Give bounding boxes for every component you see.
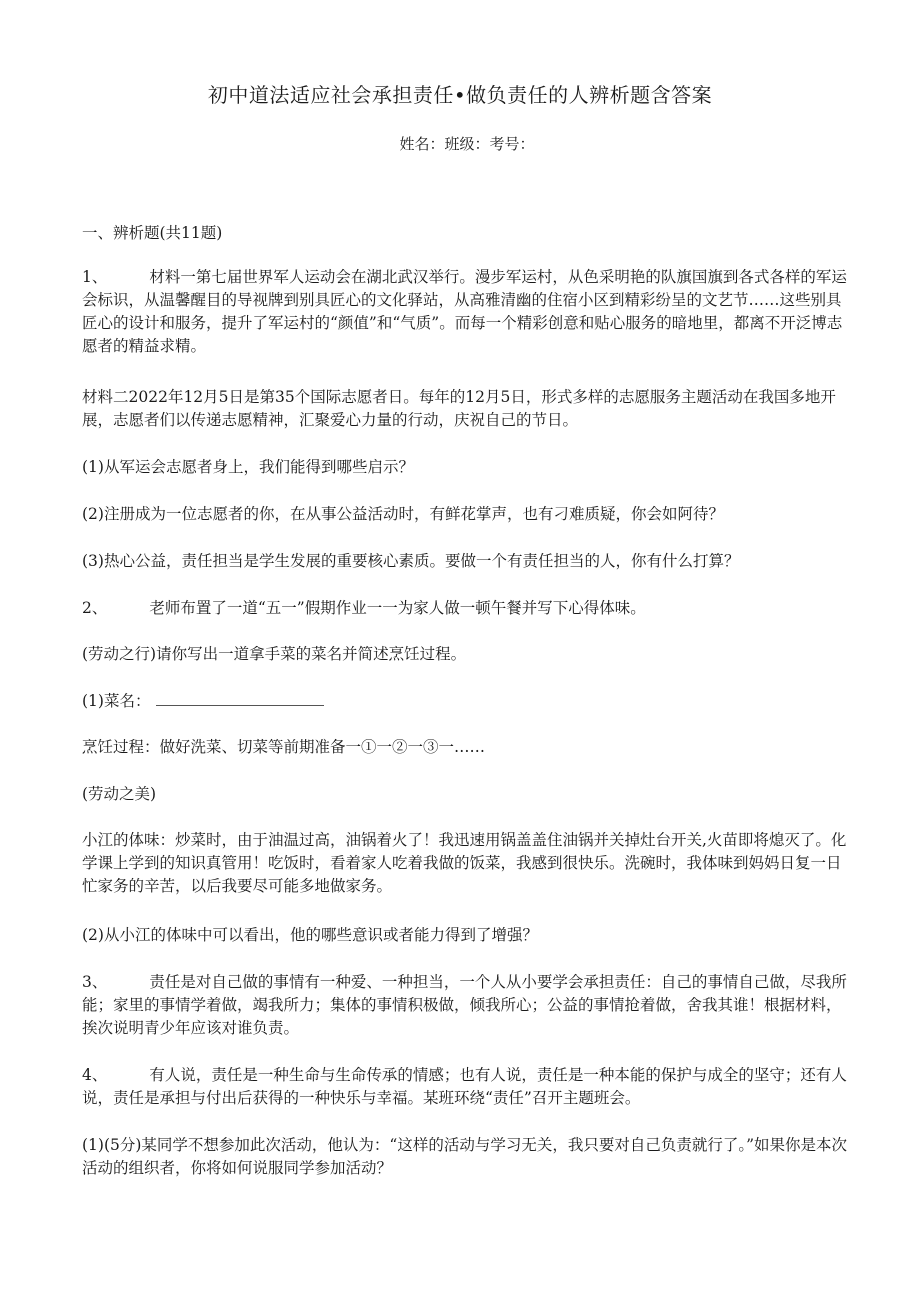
q3-number: 3、 — [82, 973, 108, 991]
q2-intro-paragraph — [82, 597, 848, 620]
q3-paragraph — [82, 971, 848, 1040]
q2-cooking-process: 烹饪过程：做好洗菜、切菜等前期准备一①一②一③一…… — [82, 738, 486, 756]
q4-paragraph — [82, 1064, 848, 1110]
document-title: 初中道法适应社会承担责任•做负责任的人辨析题含答案 — [207, 83, 713, 107]
student-info-line: 姓名：班级：考号： — [399, 135, 535, 153]
q2-xiaojiang-paragraph: 小江的体味：炒菜时，由于油温过高，油锅着火了！我迅速用锅盖盖住油锅并关掉灶台开关,火苗即将熄灭了。化学课上学到的知识真管用！吃饭时，看着家人吃着我做的饭菜，我感到很快乐。洗碗时，我体味到妈妈日复一日忙家务的辛苦，以后我要尽可能多地做家务。 — [82, 831, 847, 895]
q2-labor-action: (劳动之行)请你写出一道拿手菜的菜名并简述烹饪过程。 — [82, 645, 467, 663]
q1-sub1: (1)从军运会志愿者身上，我们能得到哪些启示？ — [82, 458, 414, 476]
q1-material2-paragraph: 材料二2022年12月5日是第35个国际志愿者日。每年的12月5日，形式多样的志愿服务主题活动在我国多地开展，志愿者们以传递志愿精神，汇聚爱心力量的行动，庆祝自己的节日。 — [82, 388, 836, 429]
q2-labor-beauty: (劳动之美) — [82, 785, 157, 803]
q2-intro-text: 老师布置了一道“五一”假期作业一一为家人做一顿午餐并写下心得体味。 — [149, 599, 646, 617]
q4-text: 有人说，责任是一种生命与生命传承的情感；也有人说，责任是一种本能的保护与成全的坚守；还有人说，责任是承担与付出后获得的一种快乐与幸福。某班环绕“责任”召开主题班会。 — [82, 1066, 847, 1107]
q3-text: 责任是对自己做的事情有一种爱、一种担当，一个人从小要学会承担责任：自己的事情自己做，尽我所能；家里的事情学着做，竭我所力；集体的事情积极做，倾我所心；公益的事情抢着做，舍我其谁！根据材料，挨次说明青少年应该对谁负责。 — [82, 973, 847, 1037]
q1-number: 1、 — [82, 268, 108, 286]
section-heading: 一、辨析题(共11题) — [82, 224, 223, 242]
q4-number: 4、 — [82, 1066, 108, 1084]
q2-dish-name-label: (1)菜名： — [82, 692, 151, 710]
q2-number: 2、 — [82, 599, 108, 617]
q1-material1-paragraph — [82, 266, 848, 358]
q2-dish-name-line — [82, 690, 848, 713]
q2-sub2: (2)从小江的体味中可以看出，他的哪些意识或者能力得到了增强？ — [82, 926, 538, 944]
q1-sub2: (2)注册成为一位志愿者的你，在从事公益活动时，有鲜花掌声，也有刁难质疑，你会如阿待？ — [82, 505, 724, 523]
q1-sub3: (3)热心公益，责任担当是学生发展的重要核心素质。要做一个有责任担当的人，你有什么打算？ — [82, 552, 740, 570]
dish-name-answer-blank[interactable] — [156, 691, 324, 706]
q1-material1-text: 材料一第七届世界军人运动会在湖北武汉举行。漫步军运村，从色采明艳的队旗国旗到各式各样的军运会标识，从温馨醒目的导视牌到别具匠心的文化驿站，从高雅清幽的住宿小区到精彩纷呈的文艺节……这些别具匠心的设计和服务，提升了军运村的“颜值”和“气质”。而每一个精彩创意和贴心服务的暗地里，都离不开泛博志愿者的精益求精。 — [82, 268, 847, 355]
q4-sub1: (1)(5分)某同学不想参加此次活动，他认为：“这样的活动与学习无关，我只要对自己负责就行了。”如果你是本次活动的组织者，你将如何说服同学参加活动？ — [82, 1136, 848, 1177]
